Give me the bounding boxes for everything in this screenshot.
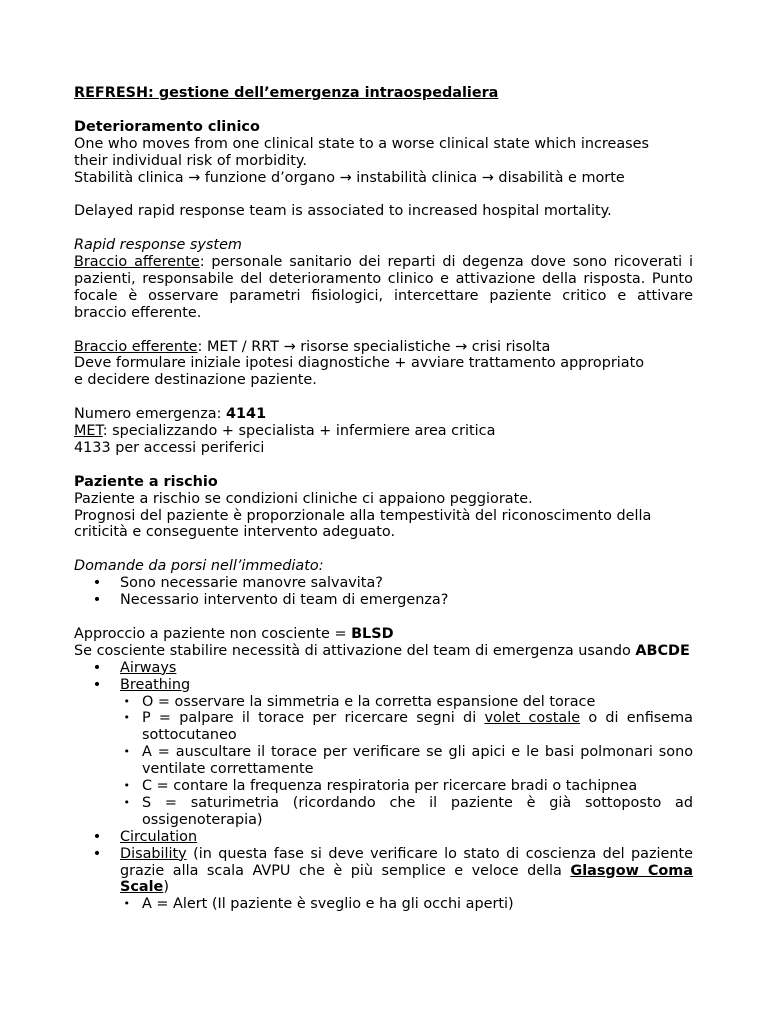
bullet-icon: • [123, 795, 130, 809]
stability-chain: Stabilità clinica → funzione d’organo → instabilità clinica → disabilità e morte [74, 169, 625, 186]
blsd-label: BLSD [351, 625, 394, 642]
met-line: MET: specializzando + specialista + infermiere area critica [74, 423, 496, 440]
document-title: REFRESH: gestione dell’emergenza intraospedaliera [74, 85, 499, 101]
abcde-label: ABCDE [635, 642, 690, 659]
section-heading-domande: Domande da porsi nell’immediato: [74, 558, 324, 575]
definition-line-1: One who moves from one clinical state to a worse clinical state which increases [74, 135, 650, 152]
list-item-circulation: • Circulation [74, 829, 693, 846]
braccio-afferente-paragraph: Braccio afferente: personale sanitario dei reparti di degenza dove sono ricoverati i pazienti, responsabile del deterioramento clinico e attivazione della risposta. Punto focale è osservare parametri fisiologici, intercettare paziente critico e attivare braccio efferente. [74, 254, 694, 321]
braccio-efferente-label: Braccio efferente [74, 338, 198, 355]
braccio-efferente-line: Braccio efferente: MET / RRT → risorse specialistiche → crisi risolta [74, 338, 551, 355]
list-item-breathing: • Breathing [74, 677, 693, 694]
arrow-icon: → [481, 169, 494, 186]
bullet-icon: • [92, 845, 102, 862]
emergency-number: 4141 [226, 406, 267, 423]
gcs-label: Glasgow Coma Scale [120, 862, 693, 896]
sub-list-item: • A = auscultare il torace per verificare se gli apici e le basi polmonari sono ventilate correttamente [74, 744, 693, 778]
arrow-icon: → [455, 338, 468, 355]
volet-costale-link: volet costale [484, 710, 581, 727]
efferente-line-3: e decidere destinazione paziente. [74, 372, 317, 389]
definition-line-2: their individual risk of morbidity. [74, 152, 307, 169]
bullet-icon: • [92, 828, 102, 845]
cosciente-line: Se cosciente stabilire necessità di attivazione del team di emergenza usando ABCDE [74, 642, 690, 659]
bullet-icon: • [92, 659, 102, 676]
sub-list-item: • O = osservare la simmetria e la corretta espansione del torace [74, 694, 693, 711]
disability-label: Disability [120, 845, 187, 862]
rischio-line-2: Prognosi del paziente è proporzionale alla tempestività del riconoscimento della [74, 507, 652, 524]
sub-list-item: • A = Alert (Il paziente è sveglio e ha gli occhi aperti) [74, 896, 693, 913]
sub-list-item: • C = contare la frequenza respiratoria per ricercare bradi o tachipnea [74, 778, 693, 795]
section-heading-deterioramento: Deterioramento clinico [74, 118, 260, 135]
rischio-line-1: Paziente a rischio se condizioni cliniche ci appaiono peggiorate. [74, 490, 533, 507]
list-item-disability: • Disability (in questa fase si deve verificare lo stato di coscienza del paziente grazie alla scala AVPU che è più semplice e veloce della Glasgow Coma Scale) [74, 846, 693, 897]
list-item: • Sono necessarie manovre salvavita? [74, 575, 693, 592]
arrow-icon: → [188, 169, 201, 186]
document-body [74, 85, 693, 913]
section-heading-rrs: Rapid response system [74, 237, 242, 254]
sub-list-item: • P = palpare il torace per ricercare segni di volet costale o di enfisema sottocutaneo [74, 710, 693, 744]
delayed-team-note: Delayed rapid response team is associated to increased hospital mortality. [74, 203, 612, 220]
bullet-icon: • [123, 897, 130, 911]
sub-list-item: • S = saturimetria (ricordando che il paziente è già sottoposto ad ossigenoterapia) [74, 795, 693, 829]
section-heading-rischio: Paziente a rischio [74, 473, 218, 490]
bullet-icon: • [123, 745, 130, 759]
bullet-icon: • [92, 575, 102, 592]
braccio-afferente-label: Braccio afferente [74, 254, 200, 271]
bullet-icon: • [92, 676, 102, 693]
arrow-icon: → [283, 338, 296, 355]
list-item: • Necessario intervento di team di emergenza? [74, 592, 693, 609]
bullet-icon: • [123, 779, 130, 793]
bullet-icon: • [123, 711, 130, 725]
approccio-line: Approccio a paziente non cosciente = BLSD [74, 625, 394, 642]
list-item-airways: • Airways [74, 660, 693, 677]
emergency-number-line: Numero emergenza: 4141 [74, 406, 267, 423]
bullet-icon: • [92, 592, 102, 609]
rischio-line-3: criticità e conseguente intervento adeguato. [74, 524, 396, 541]
met-label: MET [74, 423, 103, 440]
periferici-line: 4133 per accessi periferici [74, 439, 265, 456]
efferente-line-2: Deve formulare iniziale ipotesi diagnostiche + avviare trattamento appropriato [74, 355, 645, 372]
arrow-icon: → [339, 169, 352, 186]
bullet-icon: • [123, 694, 130, 708]
